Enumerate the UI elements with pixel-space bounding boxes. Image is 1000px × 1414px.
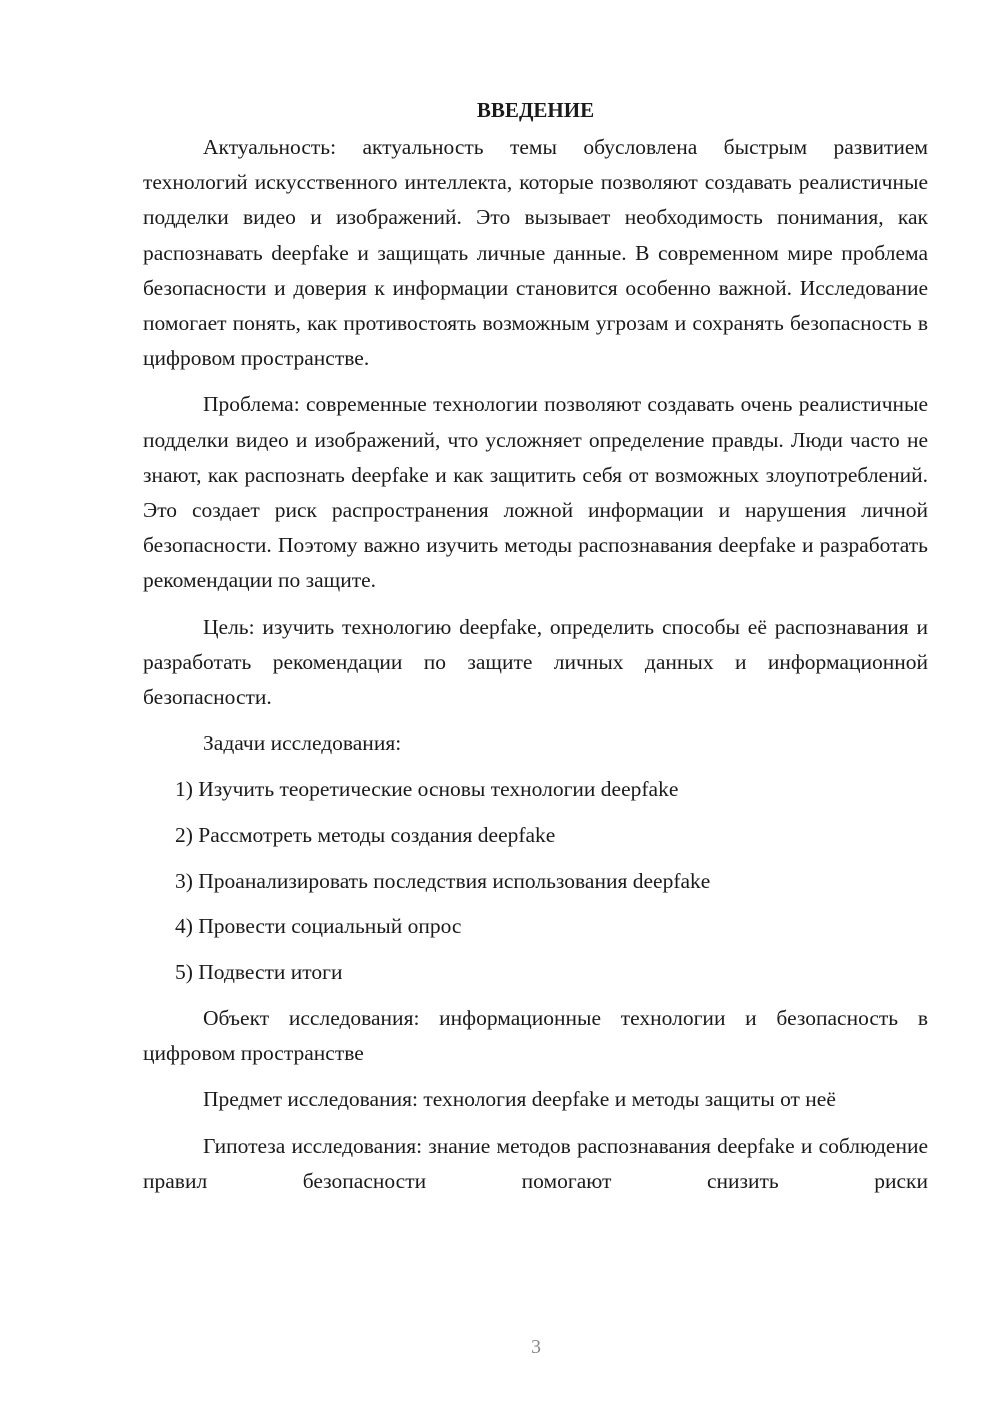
goal-paragraph: Цель: изучить технологию deepfake, определить способы её распознавания и разработать рекомендации по защите личных данных и информационной безопасности. xyxy=(143,614,928,710)
page-number: 3 xyxy=(531,1336,541,1358)
tasks-intro: Задачи исследования: xyxy=(203,731,402,756)
relevance-paragraph: Актуальность: актуальность темы обусловлена быстрым развитием технологий искусственного интеллекта, которые позволяют создавать реалистичные подделки видео и изображений. Это вызывает необходимость понимания, как распознавать deepfake и защищать личные данные. В современном мире проблема безопасности и доверия к информации становится особенно важной. Исследование помогает понять, как противостоять возможным угрозам и сохранять безопасность в цифровом пространстве. xyxy=(143,135,928,371)
object-paragraph: Объект исследования: информационные технологии и безопасность в цифровом пространстве xyxy=(143,1006,928,1066)
tasks-list xyxy=(143,772,928,990)
document-page xyxy=(143,92,928,1210)
task-item-5: 5) Подвести итоги xyxy=(175,959,343,984)
subject-paragraph: Предмет исследования: технология deepfake и методы защиты от неё xyxy=(203,1087,836,1112)
task-item-4: 4) Провести социальный опрос xyxy=(175,914,462,939)
task-item-2: 2) Рассмотреть методы создания deepfake xyxy=(175,823,556,848)
hypothesis-paragraph: Гипотеза исследования: знание методов распознавания deepfake и соблюдение правил безопасности помогают снизить риски xyxy=(143,1133,928,1193)
task-item-3: 3) Проанализировать последствия использования deepfake xyxy=(175,868,711,893)
task-item-1: 1) Изучить теоретические основы технологии deepfake xyxy=(175,777,679,802)
problem-paragraph: Проблема: современные технологии позволяют создавать очень реалистичные подделки видео и изображений, что усложняет определение правды. Люди часто не знают, как распознать deepfake и как защитить себя от возможных злоупотреблений. Это создает риск распространения ложной информации и нарушения личной безопасности. Поэтому важно изучить методы распознавания deepfake и разработать рекомендации по защите. xyxy=(143,392,928,593)
page-title: ВВЕДЕНИЕ xyxy=(476,98,595,122)
